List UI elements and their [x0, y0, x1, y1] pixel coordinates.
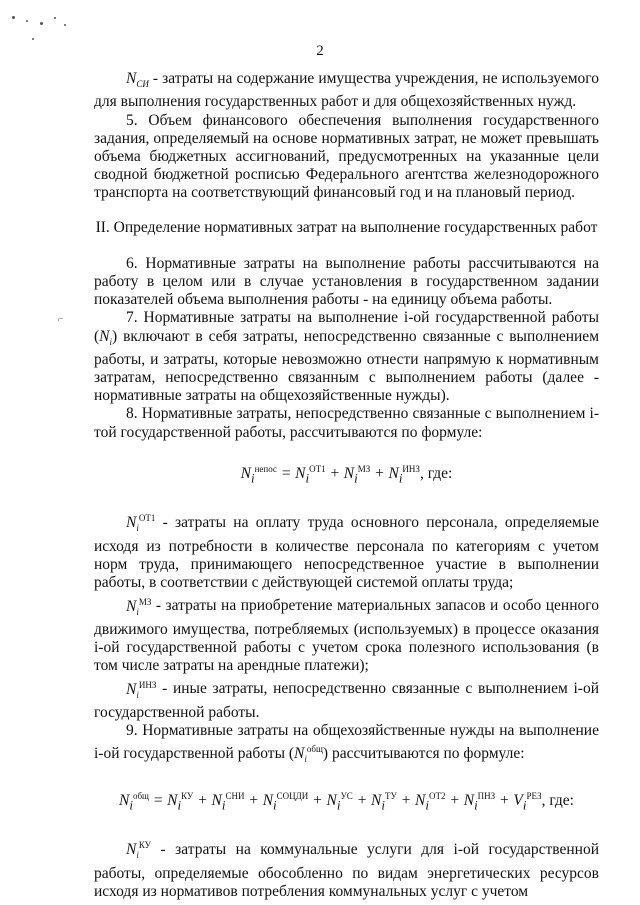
- definition-inz: $N_i^{ИНЗ}$ - иные затраты, непосредственно связанные с выполнением i-ой государственной работы.: [94, 679, 599, 721]
- definition-mz: $N_i^{МЗ}$ - затраты на приобретение материальных запасов и особо ценного движимого имущества, потребляемых (используемых) в процессе оказания i-ой государственной работы с учетом срока полезного использования (в том числе затраты на арендные платежи);: [94, 596, 599, 675]
- formula-direct-costs: $N_i^{непос} = N_i^{ОТ1} + N_i^{МЗ} + N_i^{ИНЗ}$, где:: [240, 463, 453, 486]
- paragraph-6: 6. Нормативные затраты на выполнение работы рассчитываются на работу в целом или в случае установления в государственном задании показателей объема выполнения работы - на единицу объема работы.: [94, 254, 599, 309]
- scan-artifacts: [8, 8, 88, 48]
- definition-ku: $N_i^{КУ}$ - затраты на коммунальные услуги для i-ой государственной работы, определяемые обособленно по видам энергетических ресурсов исходя из нормативов потребления коммунальных услуг с учетом: [94, 840, 599, 900]
- definition-ot1: $N_i^{ОТ1}$ - затраты на оплату труда основного персонала, определяемые исходя из потребности в количестве персонала по категориям с учетом норм труда, принимающего непосредственное участие в выполнении работы, в соответствии с действующей системой оплаты труда;: [94, 513, 599, 592]
- symbol-ni-obshch: $N_i^{общ}$: [294, 744, 323, 765]
- definition-nsi: $N_{СИ}$ - затраты на содержание имущества учреждения, не используемого для выполнения государственных работ и для общехозяйственных нужд.: [94, 70, 599, 111]
- margin-mark: ⌐: [58, 314, 64, 325]
- page-number: 2: [316, 43, 324, 59]
- paragraph-8: 8. Нормативные затраты, непосредственно связанные с выполнением i-той государственной работы, рассчитываются по формуле:: [94, 405, 599, 441]
- paragraph-9: 9. Нормативные затраты на общехозяйственные нужды на выполнение i-ой государственной работы $(N_i^{общ})$ рассчитываются по формуле:: [94, 722, 599, 765]
- paragraph-7: 7. Нормативные затраты на выполнение i-ой государственной работы $(N_i)$ включают в себя затраты, непосредственно связанные с выполнением работы, и затраты, которые невозможно отнести напрямую к нормативным затратам, непосредственно связанным с выполнением работы (далее - нормативные затраты на общехозяйственные нужды).: [94, 309, 599, 405]
- formula-general-costs: $N_i^{общ} = N_i^{КУ} + N_i^{СНИ} + N_i^{СОЦДИ} + N_i^{УС} + N_i^{ТУ} + N_i^{ОТ2} + N_i^{ПНЗ} + V_i^{РЕЗ}$, где:: [119, 790, 574, 812]
- section-heading: II. Определение нормативных затрат на выполнение государственных работ: [95, 218, 598, 236]
- document-body: [94, 70, 599, 901]
- paragraph-5: 5. Объем финансового обеспечения выполнения государственного задания, определяемый на основе нормативных затрат, не может превышать объема бюджетных ассигнований, предусмотренных на указанные цели сводной бюджетной росписью Федерального агентства железнодорожного транспорта на соответствующий финансовый год и на плановый период.: [94, 111, 599, 202]
- symbol-n-si: $N_{СИ}$: [126, 70, 149, 90]
- symbol-ni: $N_i$: [99, 327, 113, 347]
